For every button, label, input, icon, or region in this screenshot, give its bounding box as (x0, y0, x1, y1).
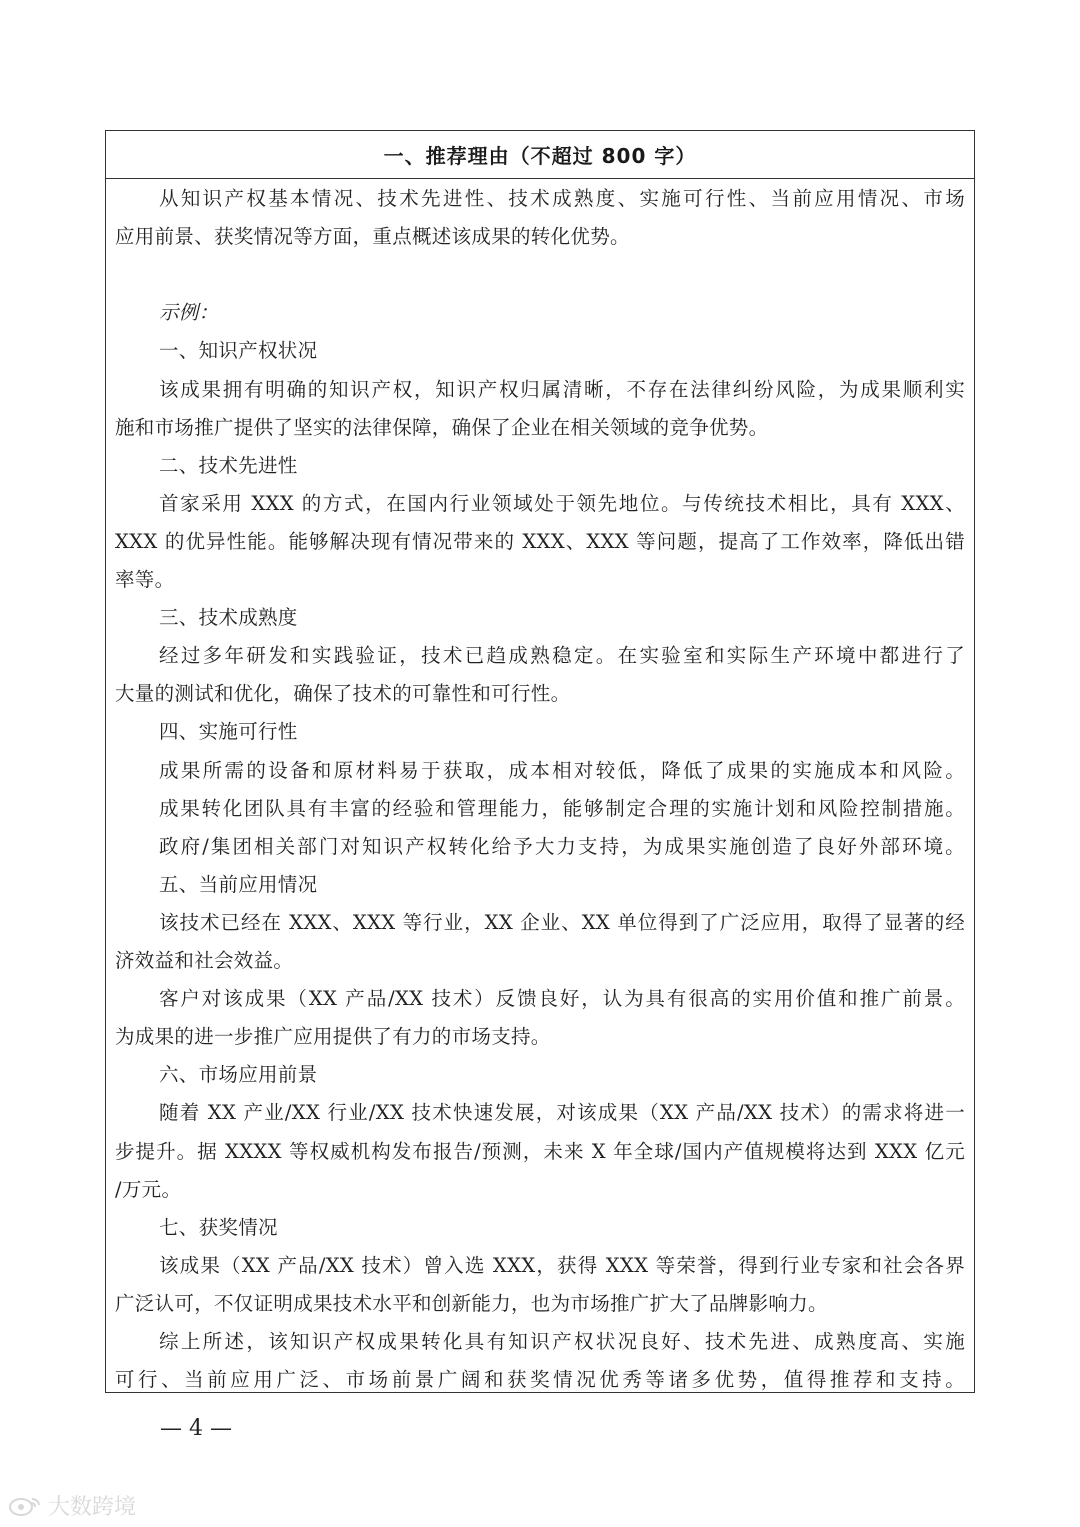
text-line: 该技术已经在 XXX、XXX 等行业，XX 企业、XX 单位得到了广泛应用，取得了显著的经 (159, 910, 965, 934)
weibo-eye-icon (8, 1495, 42, 1517)
text-line: 二、技术先进性 (159, 453, 298, 477)
text-line: 率等。 (115, 568, 175, 591)
page-number: — 4 — (160, 1416, 232, 1441)
text-line: 一、知识产权状况 (159, 339, 318, 363)
watermark (8, 1490, 136, 1521)
text-line: 成果所需的设备和原材料易于获取，成本相对较低，降低了成果的实施成本和风险。 (159, 758, 965, 782)
text-line: 首家采用 XXX 的方式，在国内行业领域处于领先地位。与传统技术相比，具有 XXX、 (159, 491, 965, 515)
text-line: 大量的测试和优化，确保了技术的可靠性和可行性。 (115, 682, 571, 706)
text-line: 五、当前应用情况 (159, 872, 318, 896)
text-line: 广泛认可，不仅证明成果技术水平和创新能力，也为市场推广扩大了品牌影响力。 (115, 1291, 828, 1315)
recommendation-table (105, 130, 975, 1393)
text-line: 客户对该成果（XX 产品/XX 技术）反馈良好，认为具有很高的实用价值和推广前景。 (159, 987, 965, 1011)
text-line: 六、市场应用前景 (159, 1063, 318, 1087)
section-header: 一、推荐理由（不超过 800 字） (106, 131, 974, 179)
text-line: 可行、当前应用广泛、市场前景广阔和获奖情况优秀等诸多优势，值得推荐和支持。 (115, 1368, 965, 1392)
text-line: 施和市场推广提供了坚实的法律保障，确保了企业在相关领域的竞争优势。 (115, 415, 769, 439)
text-line: 该成果拥有明确的知识产权，知识产权归属清晰，不存在法律纠纷风险，为成果顺利实 (159, 377, 965, 401)
text-line: /万元。 (115, 1177, 182, 1201)
text-line: 应用前景、获奖情况等方面，重点概述该成果的转化优势。 (115, 225, 630, 249)
text-line: 从知识产权基本情况、技术先进性、技术成熟度、实施可行性、当前应用情况、市场 (159, 187, 965, 210)
text-line: XXX 的优异性能。能够解决现有情况带来的 XXX、XXX 等问题，提高了工作效率，降低出错 (115, 529, 965, 553)
text-line: 步提升。据 XXXX 等权威机构发布报告/预测，未来 X 年全球/国内产值规模将达到 XXX 亿元 (115, 1139, 965, 1163)
text-line: 政府/集团相关部门对知识产权转化给予大力支持，为成果实施创造了良好外部环境。 (159, 834, 965, 858)
text-line: 经过多年研发和实践验证，技术已趋成熟稳定。在实验室和实际生产环境中都进行了 (159, 644, 965, 668)
text-line: 四、实施可行性 (159, 720, 298, 744)
watermark-text: 大数跨境 (48, 1495, 137, 1520)
text-line: 济效益和社会效益。 (115, 949, 294, 972)
text-line: 综上所述，该知识产权成果转化具有知识产权状况良好、技术先进、成熟度高、实施 (159, 1330, 965, 1353)
text-line: 七、获奖情况 (159, 1215, 278, 1239)
text-line: 示例： (159, 301, 219, 325)
text-line: 随着 XX 产业/XX 行业/XX 技术快速发展，对该成果（XX 产品/XX 技术）的需求将进一 (159, 1101, 965, 1125)
text-line: 为成果的进一步推广应用提供了有力的市场支持。 (115, 1025, 551, 1049)
text-line: 成果转化团队具有丰富的经验和管理能力，能够制定合理的实施计划和风险控制措施。 (159, 796, 965, 820)
text-line: 三、技术成熟度 (159, 606, 298, 630)
blank-line (115, 256, 965, 294)
text-line: 该成果（XX 产品/XX 技术）曾入选 XXX，获得 XXX 等荣誉，得到行业专家和社会各界 (159, 1253, 965, 1277)
